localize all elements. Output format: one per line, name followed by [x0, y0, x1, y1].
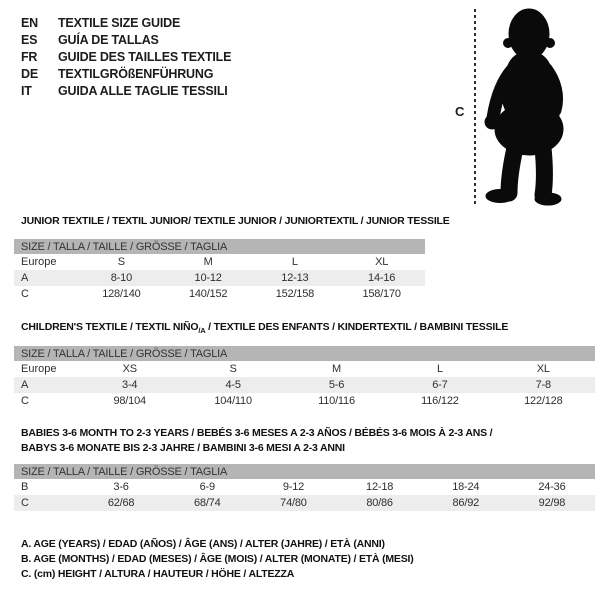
size-cell: XL [536, 363, 550, 376]
row-label: B [21, 481, 29, 493]
children-size-table [14, 321, 595, 409]
size-cell: 7-8 [535, 379, 551, 392]
size-cell: 3-4 [122, 379, 138, 392]
row-label: C [21, 395, 29, 408]
size-header-label: SIZE / TALLA / TAILLE / GRÖSSE / TAGLIA [21, 240, 228, 253]
table-row [14, 377, 595, 393]
babies-size-table [14, 426, 595, 511]
height-measure-dashed-line [474, 9, 476, 206]
size-cell: 4-5 [225, 379, 241, 392]
size-cell: 140/152 [188, 288, 228, 300]
size-cell: 68/74 [193, 497, 221, 509]
size-cell: S [229, 363, 237, 376]
size-cell: XS [122, 363, 137, 376]
table-title [14, 426, 595, 456]
table-row [14, 254, 425, 270]
size-cell: 12-13 [281, 272, 309, 284]
table-title-line: BABIES 3-6 MONTH TO 2-3 YEARS / BEBÉS 3-6 MESES A 2-3 AÑOS / BÉBÉS 3-6 MOIS À 2-3 ANS / [21, 427, 493, 439]
lang-label: TEXTILGRÖßENFÜHRUNG [58, 66, 214, 81]
table-row [14, 286, 425, 302]
size-cell: 6-9 [199, 481, 215, 493]
size-cell: 98/104 [113, 395, 146, 408]
size-cell: 122/128 [524, 395, 563, 408]
size-cell: 12-18 [366, 481, 394, 493]
table-row [14, 393, 595, 409]
table-title: JUNIOR TEXTILE / TEXTIL JUNIOR/ TEXTILE JUNIOR / JUNIORTEXTIL / JUNIOR TESSILE [21, 215, 450, 227]
language-header [21, 14, 231, 99]
table-title: CHILDREN'S TEXTILE / TEXTIL $NIÑO_{/A}$ / TEXTILE DES ENFANTS / KINDERTEXTIL / BAMBINI TESSILE [21, 321, 509, 336]
size-cell: 152/158 [275, 288, 315, 300]
row-label: A [21, 272, 29, 284]
size-header-bar [14, 239, 425, 254]
size-header-bar [14, 346, 595, 361]
size-cell: 14-16 [368, 272, 396, 284]
table-row [14, 495, 595, 511]
footnote-a: A. AGE (YEARS) / EDAD (AÑOS) / ÂGE (ANS) / ALTER (JAHRE) / ETÀ (ANNI) [21, 538, 385, 550]
lang-label: TEXTILE SIZE GUIDE [58, 15, 181, 30]
row-label: C [21, 288, 29, 300]
size-cell: 110/116 [318, 395, 355, 408]
size-cell: 8-10 [110, 272, 132, 284]
lang-row-es [21, 31, 231, 48]
size-cell: 158/170 [362, 288, 401, 300]
size-cell: M [203, 256, 213, 268]
size-cell: 18-24 [452, 481, 480, 493]
size-cell: 116/122 [421, 395, 459, 408]
size-cell: 10-12 [194, 272, 222, 284]
size-cell: M [332, 363, 341, 376]
size-cell: L [291, 256, 298, 268]
size-cell: 128/140 [102, 288, 141, 300]
size-header-label: SIZE / TALLA / TAILLE / GRÖSSE / TAGLIA [21, 347, 228, 360]
size-cell: 104/110 [214, 395, 252, 408]
size-cell: 9-12 [282, 481, 305, 493]
junior-size-table [14, 215, 450, 302]
row-label: A [21, 379, 29, 392]
table-title-line: BABYS 3-6 MONATE BIS 2-3 JAHRE / BAMBINI 3-6 MESI A 2-3 ANNI [21, 442, 345, 454]
size-header-bar [14, 464, 595, 479]
lang-code: IT [21, 83, 32, 98]
table-row [14, 479, 595, 495]
size-cell: 62/68 [107, 497, 135, 509]
row-label: Europe [21, 256, 57, 268]
lang-label: GUIDE DES TAILLES TEXTILE [58, 49, 232, 64]
size-cell: 3-6 [113, 481, 129, 493]
footnotes [21, 537, 414, 582]
size-cell: XL [375, 256, 389, 268]
size-cell: 6-7 [432, 379, 448, 392]
lang-code: EN [21, 15, 38, 30]
lang-code: FR [21, 49, 38, 64]
lang-label: GUIDA ALLE TAGLIE TESSILI [58, 83, 228, 98]
size-cell: S [117, 256, 125, 268]
lang-row-de [21, 65, 231, 82]
size-header-label: SIZE / TALLA / TAILLE / GRÖSSE / TAGLIA [21, 465, 228, 478]
lang-code: DE [21, 66, 38, 81]
lang-row-it [21, 82, 231, 99]
size-cell: 92/98 [538, 497, 566, 509]
lang-code: ES [21, 32, 38, 47]
size-cell: 5-6 [328, 379, 345, 392]
size-cell: 86/92 [452, 497, 480, 509]
row-label: Europe [21, 363, 57, 376]
footnote-b: B. AGE (MONTHS) / EDAD (MESES) / ÂGE (MOIS) / ALTER (MONATE) / ETÀ (MESI) [21, 553, 414, 565]
size-cell: 74/80 [280, 497, 307, 509]
lang-row-fr [21, 48, 231, 65]
lang-row-en [21, 14, 231, 31]
lang-label: GUÍA DE TALLAS [58, 32, 159, 47]
size-cell: 80/86 [366, 497, 393, 509]
size-cell: L [436, 363, 443, 376]
footnote-c: C. (cm) HEIGHT / ALTURA / HAUTEUR / HÖHE / ALTEZZA [21, 568, 295, 580]
toddler-silhouette-icon [482, 6, 592, 208]
table-row [14, 361, 595, 377]
size-cell: 24-36 [538, 481, 566, 493]
table-row [14, 270, 425, 286]
height-marker-label: C [455, 104, 465, 119]
row-label: C [21, 497, 29, 509]
